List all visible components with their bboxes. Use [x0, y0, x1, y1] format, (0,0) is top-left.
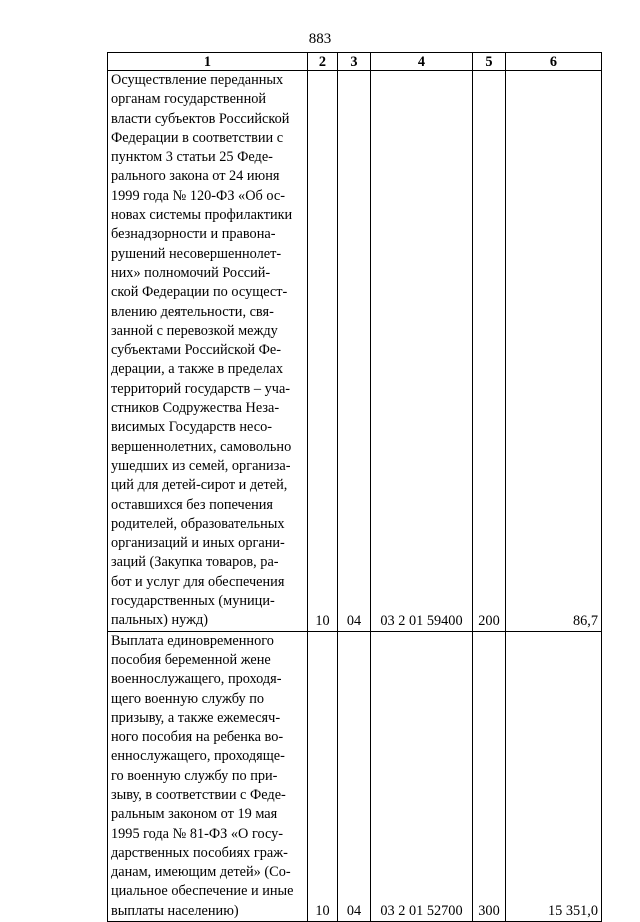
row-description: Осуществление переданных органам государственной власти субъектов Российской Федерации в соответствии с пунктом 3 статьи 25 Феде- рального закона от 24 июня 1999 года № 120-ФЗ «Об ос- новах системы профилактики безнадзорности и правона- рушений несовершеннолет- них» полномочий Россий- ской Федерации по осущест- влению деятельности, свя- занной с перевозкой между субъектами Российской Фе- дерации, а также в пределах территорий государств – уча- стников Содружества Неза- висимых Государств несо- вершеннолетних, самовольно ушедших из семей, организа- ций для детей-сирот и детей, оставшихся без попечения родителей, образовательных организаций и иных органи- заций (Закупка товаров, ра- бот и услуг для обеспечения государственных (муници- пальных) нужд): [108, 71, 308, 632]
table-row: [108, 71, 602, 632]
row-description: Выплата единовременного пособия беременной жене военнослужащего, проходя- щего военную службу по призыву, а также ежемесяч- ного пособия на ребенка во- еннослужащего, проходяще- го военную службу по при- зыву, в соответствии с Феде- ральным законом от 19 мая 1995 года № 81-ФЗ «О госу- дарственных пособиях граж- данам, имеющим детей» (Со- циальное обеспечение и иные выплаты населению): [108, 631, 308, 921]
header-col-1: 1: [108, 53, 308, 71]
header-col-2: 2: [308, 53, 338, 71]
page-number: 883: [308, 31, 332, 47]
header-col-4: 4: [371, 53, 473, 71]
row-subsection-code: 04: [338, 631, 371, 921]
header-col-6: 6: [506, 53, 602, 71]
header-col-5: 5: [473, 53, 506, 71]
row-expense-type: 300: [473, 631, 506, 921]
budget-table: [107, 52, 602, 922]
row-subsection-code: 04: [338, 71, 371, 632]
table-row: [108, 631, 602, 921]
row-amount: 86,7: [506, 71, 602, 632]
row-section-code: 10: [308, 631, 338, 921]
row-target-article: 03 2 01 59400: [371, 71, 473, 632]
row-section-code: 10: [308, 71, 338, 632]
row-amount: 15 351,0: [506, 631, 602, 921]
header-col-3: 3: [338, 53, 371, 71]
row-target-article: 03 2 01 52700: [371, 631, 473, 921]
table-header-row: [108, 53, 602, 71]
row-expense-type: 200: [473, 71, 506, 632]
